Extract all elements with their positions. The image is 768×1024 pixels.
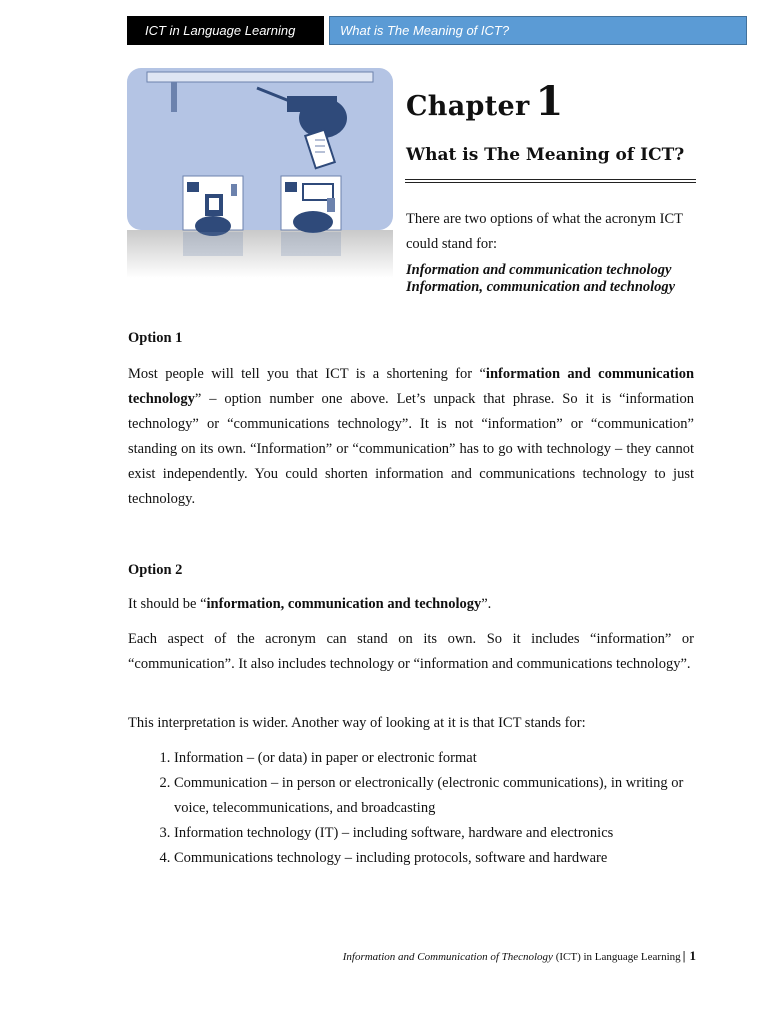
chapter-word: Chapter: [406, 91, 530, 122]
option2-heading: Option 2: [128, 562, 183, 578]
chapter-number: 1: [535, 78, 564, 125]
header-book-title: ICT in Language Learning: [127, 16, 324, 45]
chapter-title: What is The Meaning of ICT?: [406, 145, 685, 165]
option1-text-rest: ” – option number one above. Let’s unpack that phrase. So it is “information technology” or “communications technology”. It is not “information” or “communication” standing on its own. “Information” or “communication” has to go with technology – they cannot exist independently. You could shorten information and communications technology to just technology.: [128, 391, 694, 507]
chapter-heading: [406, 78, 564, 125]
footer-title-rest: (ICT) in Language Learning: [552, 951, 681, 963]
list-item: 3. Information technology (IT) – including software, hardware and electronics: [174, 821, 694, 846]
list-item: 4. Communications technology – including protocols, software and hardware: [174, 846, 694, 871]
title-rule-secondary: [405, 182, 696, 183]
ict-components-list: [128, 746, 694, 871]
acronym-option-a: Information and communication technology: [406, 262, 672, 278]
office-illustration: [127, 68, 393, 278]
intro-text: There are two options of what the acronym ICT could stand for:: [406, 211, 683, 252]
footer-italic-title: Information and Communication of Thecnology: [342, 951, 553, 963]
option2-bold-term: information, communication and technology: [206, 596, 482, 612]
option1-heading: Option 1: [128, 330, 183, 346]
option2-paragraph-3: This interpretation is wider. Another way of looking at it is that ICT stands for:: [128, 715, 586, 731]
list-item: 1. Information – (or data) in paper or electronic format: [174, 746, 694, 771]
title-rule: [405, 179, 696, 180]
list-item: 2. Communication – in person or electronically (electronic communications), in writing or voice, telecommunications, and broadcasting: [174, 771, 694, 821]
option2-text-start: It should be “: [128, 596, 207, 612]
acronym-options: [406, 262, 706, 296]
page-number: 1: [689, 948, 696, 963]
option1-text-start: Most people will tell you that ICT is a shortening for “: [128, 366, 486, 382]
footer-separator: |: [682, 948, 686, 963]
header-chapter-title: What is The Meaning of ICT?: [329, 16, 747, 45]
option2-paragraph-1: [128, 592, 694, 617]
option1-paragraph: [128, 362, 694, 512]
acronym-option-b: Information, communication and technology: [406, 279, 676, 295]
option2-text-end: ”.: [481, 596, 492, 612]
page-footer: [303, 948, 696, 964]
option1-bold-term: information and communication technology: [128, 366, 695, 407]
option2-paragraph-2: Each aspect of the acronym can stand on its own. So it includes “information” or “communication”. It also includes technology or “information and communications technology”.: [128, 631, 694, 672]
